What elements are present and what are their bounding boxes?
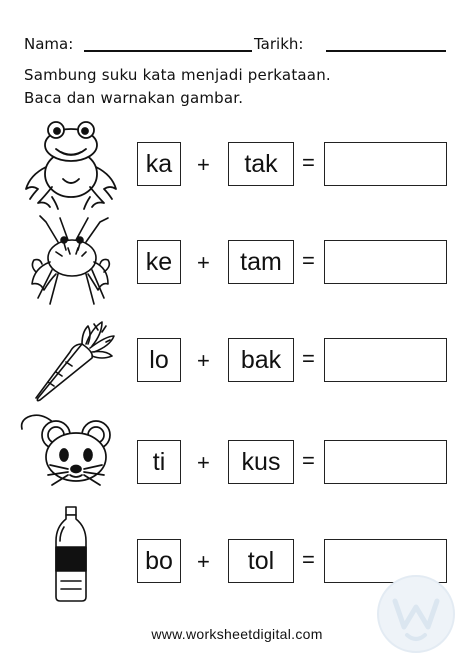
plus-sign: + (197, 152, 210, 177)
syllable-box-2: bak (228, 338, 294, 382)
date-field-line[interactable] (326, 50, 446, 52)
equals-sign: = (302, 547, 315, 572)
equals-sign: = (302, 150, 315, 175)
syllable-box-1: ka (137, 142, 181, 186)
syllable-box-1: lo (137, 338, 181, 382)
answer-box[interactable] (324, 440, 447, 484)
exercise-row (0, 405, 474, 505)
syllable-box-2: tam (228, 240, 294, 284)
syllable-box-2: tol (228, 539, 294, 583)
footer-website: www.worksheetdigital.com (151, 626, 323, 642)
date-label: Tarikh: (254, 35, 304, 53)
mouse-picture (16, 405, 122, 505)
name-field-line[interactable] (84, 50, 252, 52)
syllable-box-2: tak (228, 142, 294, 186)
instruction-line-2: Baca dan warnakan gambar. (24, 89, 244, 107)
syllable-box-1: ke (137, 240, 181, 284)
worksheetdigital-logo (375, 573, 457, 655)
answer-box[interactable] (324, 338, 447, 382)
equals-sign: = (302, 346, 315, 371)
bottle-picture (16, 505, 122, 605)
equals-sign: = (302, 448, 315, 473)
frog-picture (16, 117, 122, 217)
exercise-row (0, 212, 474, 312)
syllable-box-1: ti (137, 440, 181, 484)
plus-sign: + (197, 549, 210, 574)
crab-picture (16, 212, 122, 312)
carrot-picture (16, 314, 122, 414)
answer-box[interactable] (324, 240, 447, 284)
plus-sign: + (197, 450, 210, 475)
plus-sign: + (197, 348, 210, 373)
syllable-box-2: kus (228, 440, 294, 484)
instruction-line-1: Sambung suku kata menjadi perkataan. (24, 66, 331, 84)
plus-sign: + (197, 250, 210, 275)
syllable-box-1: bo (137, 539, 181, 583)
exercise-row (0, 117, 474, 217)
exercise-row (0, 314, 474, 414)
answer-box[interactable] (324, 142, 447, 186)
name-label: Nama: (24, 35, 74, 53)
equals-sign: = (302, 248, 315, 273)
